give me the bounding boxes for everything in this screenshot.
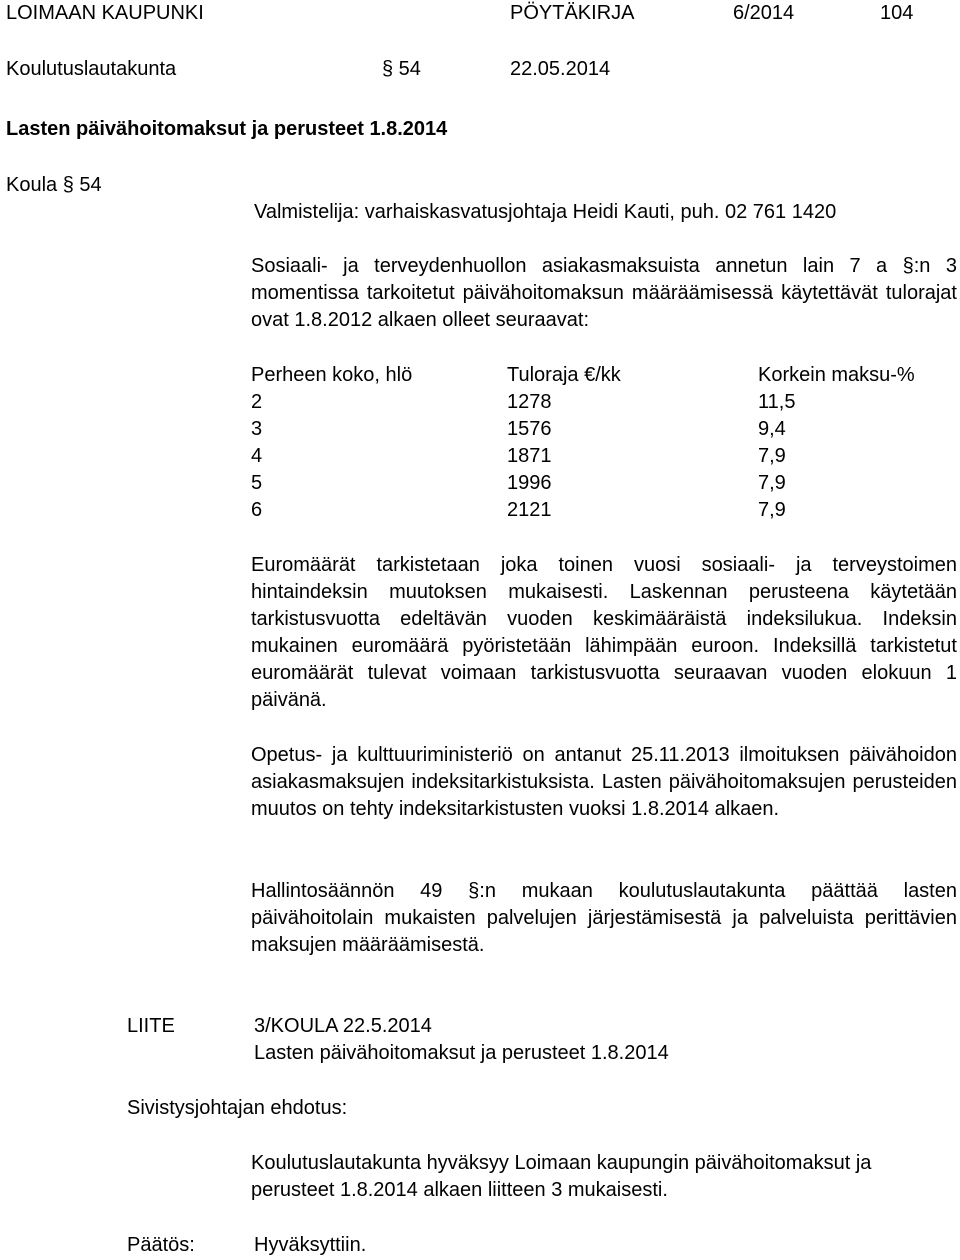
table-cell: 7,9 — [758, 472, 786, 494]
proposal-label: Sivistysjohtajan ehdotus: — [127, 1097, 348, 1119]
index-paragraph: Euromäärät tarkistetaan joka toinen vuosi sosiaali- ja terveystoimen hintaindeksin muutoksen mukaisesti. Laskennan perusteena käytetään tarkistusvuotta edeltävän vuoden keskimääräistä indeksilukua. Indeksin mukainen euromäärä pyöristetään lähimpään euroon. Indeksillä tarkistetut euromäärät tulevat voimaan tarkistusvuotta seuraavan vuoden elokuun 1 päivänä. — [251, 554, 957, 711]
attachment-label: LIITE — [127, 1015, 175, 1037]
table-header-cell: Tuloraja €/kk — [507, 364, 621, 386]
table-cell: 5 — [251, 472, 263, 494]
table-cell: 2121 — [507, 499, 552, 521]
meeting-date: 22.05.2014 — [510, 58, 611, 80]
table-cell: 1576 — [507, 418, 552, 440]
table-cell: 1278 — [507, 391, 552, 413]
doc-number: 6/2014 — [733, 2, 795, 24]
table-cell: 4 — [251, 445, 263, 467]
table-cell: 1871 — [507, 445, 552, 467]
decision-text: Hyväksyttiin. — [254, 1234, 367, 1256]
table-row — [251, 443, 957, 470]
table-header-cell: Perheen koko, hlö — [251, 364, 413, 386]
table-cell: 6 — [251, 499, 263, 521]
doc-type: PÖYTÄKIRJA — [510, 2, 635, 24]
table-cell: 3 — [251, 418, 263, 440]
table-row — [251, 470, 957, 497]
table-header-row — [251, 362, 957, 389]
proposal-text: Koulutuslautakunta hyväksyy Loimaan kaupungin päivähoitomaksut ja perusteet 1.8.2014 alkaen liitteen 3 mukaisesti. — [251, 1152, 872, 1201]
koula-section: Koula § 54 — [6, 174, 102, 196]
table-header-cell: Korkein maksu-% — [758, 364, 915, 386]
table-cell: 7,9 — [758, 445, 786, 467]
regulation-paragraph: Hallintosäännön 49 §:n mukaan koulutuslautakunta päättää lasten päivähoitolain mukaisten palvelujen järjestämisestä ja palveluista perittävien maksujen määräämisestä. — [251, 880, 957, 956]
committee-name: Koulutuslautakunta — [6, 58, 177, 80]
attachment-title: Lasten päivähoitomaksut ja perusteet 1.8.2014 — [254, 1042, 669, 1064]
table-row — [251, 389, 957, 416]
table-cell: 9,4 — [758, 418, 786, 440]
page-title: Lasten päivähoitomaksut ja perusteet 1.8.2014 — [6, 118, 448, 140]
table-cell: 2 — [251, 391, 263, 413]
table-cell: 11,5 — [758, 391, 796, 413]
preparer-line: Valmistelija: varhaiskasvatusjohtaja Heidi Kauti, puh. 02 761 1420 — [254, 201, 837, 223]
decision-label: Päätös: — [127, 1234, 195, 1256]
table-row — [251, 497, 957, 524]
section-number: § 54 — [382, 58, 421, 80]
table-cell: 1996 — [507, 472, 552, 494]
table-cell: 7,9 — [758, 499, 786, 521]
org-name: LOIMAAN KAUPUNKI — [6, 2, 204, 24]
page-number: 104 — [880, 2, 914, 24]
table-row — [251, 416, 957, 443]
intro-paragraph: Sosiaali- ja terveydenhuollon asiakasmaksuista annetun lain 7 a §:n 3 momentissa tarkoitetut päivähoitomaksun määräämisessä käytettävät tulorajat ovat 1.8.2012 alkaen olleet seuraavat: — [251, 255, 957, 331]
ministry-paragraph: Opetus- ja kulttuuriministeriö on antanut 25.11.2013 ilmoituksen päivähoidon asiakasmaksujen indeksitarkistuksista. Lasten päivähoitomaksujen perusteiden muutos on tehty indeksitarkistusten vuoksi 1.8.2014 alkaen. — [251, 744, 957, 820]
attachment-ref: 3/KOULA 22.5.2014 — [254, 1015, 432, 1037]
